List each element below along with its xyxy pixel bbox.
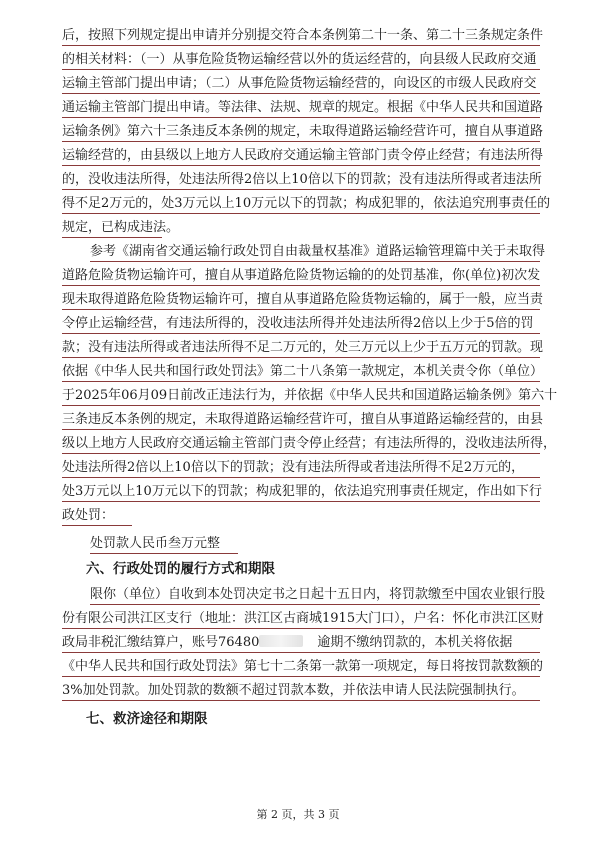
body-line: 运输经营的，由县级以上地方人民政府交通运输主管部门责令停止经营；有违法所得 [62, 147, 540, 166]
body-line: 运输条例》第六十三条违反本条例的规定，未取得道路运输经营许可，擅自从事道路 [62, 123, 540, 142]
section-6-heading: 六、行政处罚的履行方式和期限 [86, 561, 275, 577]
body-line: 规定，已构成违法。 [62, 219, 162, 238]
body-line: 运输主管部门提出申请；（二）从事危险货物运输经营的，向设区的市级人民政府交 [62, 75, 540, 94]
body-line: 的，没收违法所得，处违法所得2倍以上10倍以下的罚款；没有违法所得或者违法所 [62, 171, 540, 190]
body-line: 依据《中华人民共和国行政处罚法》第二十八条第一款规定，本机关责令你（单位） [62, 363, 540, 382]
body-line: 三条违反本条例的规定，未取得道路运输经营许可，擅自从事道路运输经营的，由县 [62, 411, 540, 430]
body-line: 道路危险货物运输许可，擅自从事道路危险货物运输的的处罚基准，你(单位)初次发 [62, 267, 540, 286]
body-line: 后，按照下列规定提出申请并分别提交符合本条例第二十一条、第二十三条规定条件 [62, 27, 540, 46]
body-line: 令停止运输经营，有违法所得的，没收违法所得并处违法所得2倍以上少于5倍的罚 [62, 315, 540, 334]
section-7-heading: 七、救济途径和期限 [86, 711, 208, 727]
body-line: 的相关材料：（一）从事危险货物运输经营以外的货运经营的，向县级人民政府交通 [62, 51, 540, 70]
body-line: 处违法所得2倍以上10倍以下的罚款；没有违法所得或者违法所得不足2万元的， [62, 459, 540, 478]
body-line: 级以上地方人民政府交通运输主管部门责令停止经营；有违法所得的，没收违法所得， [62, 435, 540, 454]
body-line: 参考《湖南省交通运输行政处罚自由裁量权基准》道路运输管理篇中关于未取得 [90, 243, 540, 262]
redacted-account-number [259, 635, 303, 647]
account-prefix: 政局非税汇缴结算户，账号76480 [62, 635, 260, 650]
body-line: 政处罚： [62, 507, 132, 526]
body-line: 现未取得道路危险货物运输许可，擅自从事道路危险货物运输的，属于一般，应当责 [62, 291, 540, 310]
body-line [62, 634, 540, 653]
body-line: 限你（单位）自收到本处罚决定书之日起十五日内，将罚款缴至中国农业银行股 [90, 586, 540, 605]
body-line: 款；没有违法所得或者违法所得不足二万元的，处三万元以上少于五万元的罚款。现 [62, 339, 540, 358]
account-suffix: 逾期不缴纳罚款的，本机关将依据 [317, 635, 513, 650]
body-line: 份有限公司洪江区支行（地址：洪江区古商城1915大门口），户名：怀化市洪江区财 [62, 610, 540, 629]
body-line: 3%加处罚款。加处罚款的数额不超过罚款本数，并依法申请人民法院强制执行。 [62, 682, 540, 701]
body-line: 于2025年06月09日前改正违法行为，并依据《中华人民共和国道路运输条例》第六十 [62, 387, 540, 406]
body-line: 通运输主管部门提出申请。等法律、法规、规章的规定。根据《中华人民共和国道路 [62, 99, 540, 118]
penalty-amount: 处罚款人民币叁万元整 [90, 535, 238, 554]
page-footer: 第 2 页，共 3 页 [256, 808, 340, 821]
body-line: 得不足2万元的，处3万元以上10万元以下的罚款；构成犯罪的，依法追究刑事责任的 [62, 195, 540, 214]
body-line: 处3万元以上10万元以下的罚款；构成犯罪的，依法追究刑事责任规定，作出如下行 [62, 483, 540, 502]
body-line: 《中华人民共和国行政处罚法》第七十二条第一款第一项规定，每日将按罚款数额的 [62, 658, 540, 677]
